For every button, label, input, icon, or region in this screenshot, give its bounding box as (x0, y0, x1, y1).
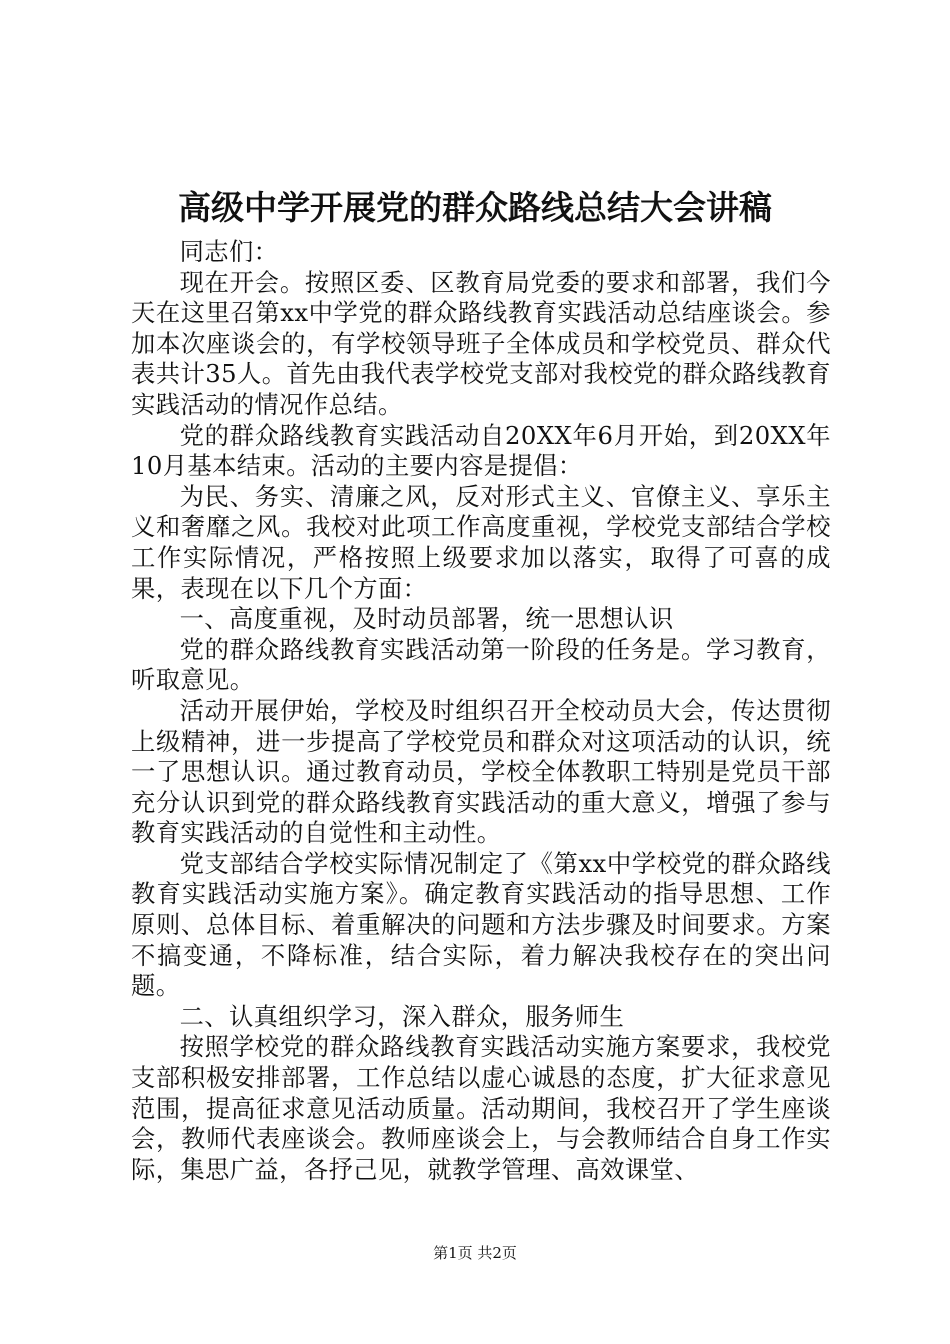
paragraph-salutation: 同志们： (179, 237, 279, 266)
paragraph: 活动开展伊始，学校及时组织召开全校动员大会，传达贯彻上级精神，进一步提高了学校党员和群众对这项活动的认识，统一了思想认识。通过教育动员，学校全体教职工特别是党员干部充分认识到党的群众路线教育实践活动的重大意义，增强了参与教育实践活动的自觉性和主动性。 (131, 695, 831, 848)
paragraph: 党的群众路线教育实践活动自20XX年6月开始，到20XX年10月基本结束。活动的主要内容是提倡： (131, 420, 831, 481)
paragraph: 党支部结合学校实际情况制定了《第xx中学校党的群众路线教育实践活动实施方案》。确定教育实践活动的指导思想、工作原则、总体目标、着重解决的问题和方法步骤及时间要求。方案不搞变通，不降标准，结合实际，着力解决我校存在的突出问题。 (131, 848, 831, 1001)
paragraph: 为民、务实、清廉之风，反对形式主义、官僚主义、享乐主义和奢靡之风。我校对此项工作高度重视，学校党支部结合学校工作实际情况，严格按照上级要求加以落实，取得了可喜的成果，表现在以下几个方面： (131, 481, 831, 603)
document-title: 高级中学开展党的群众路线总结大会讲稿 (178, 188, 772, 227)
document-body (131, 237, 831, 1185)
paragraph: 现在开会。按照区委、区教育局党委的要求和部署，我们今天在这里召第xx中学党的群众路线教育实践活动总结座谈会。参加本次座谈会的，有学校领导班子全体成员和学校党员、群众代表共计35人。首先由我代表学校党支部对我校党的群众路线教育实践活动的情况作总结。 (131, 267, 831, 419)
section-heading: 一、高度重视，及时动员部署，统一思想认识 (179, 604, 674, 634)
section-heading: 二、认真组织学习，深入群众，服务师生 (179, 1001, 625, 1031)
paragraph: 党的群众路线教育实践活动第一阶段的任务是。学习教育，听取意见。 (131, 634, 831, 695)
page-footer: 第1页 共2页 (433, 1244, 517, 1262)
paragraph: 按照学校党的群众路线教育实践活动实施方案要求，我校党支部积极安排部署，工作总结以虚心诚恳的态度，扩大征求意见范围，提高征求意见活动质量。活动期间，我校召开了学生座谈会，教师代表座谈会。教师座谈会上，与会教师结合自身工作实际，集思广益，各抒己见，就教学管理、高效课堂、 (131, 1032, 831, 1184)
